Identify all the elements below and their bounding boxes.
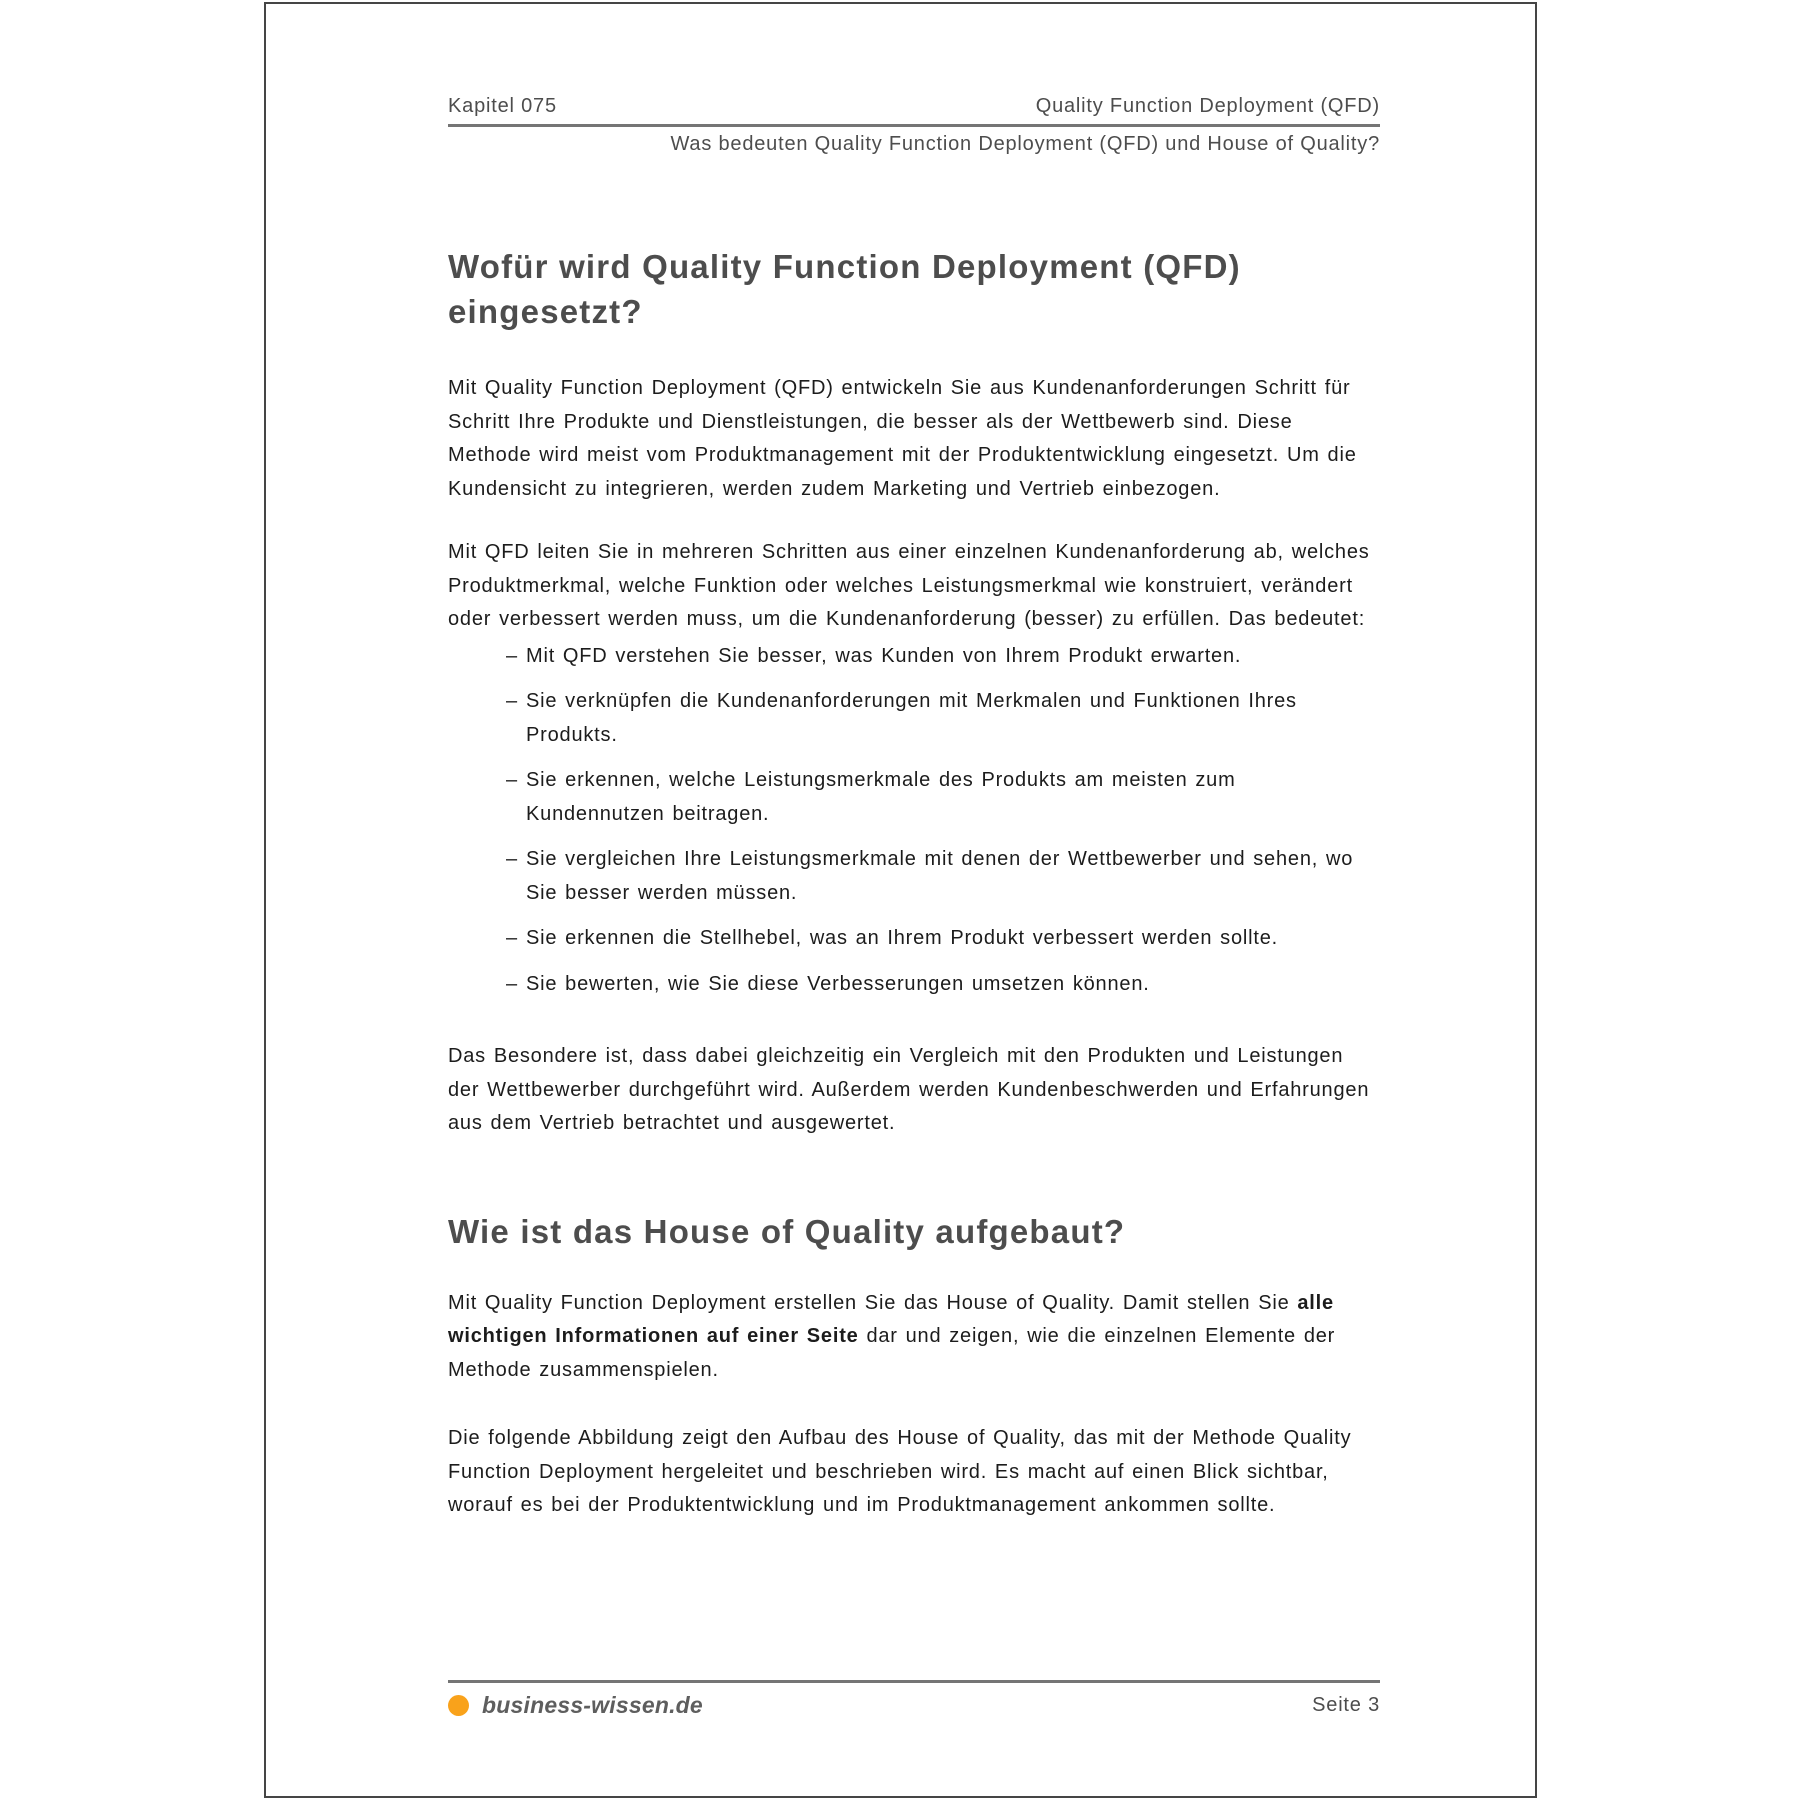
paragraph-4-post: dar und zeigen, wie die einzelnen Elemente der Methode zusammenspielen.	[448, 1325, 1336, 1381]
list-item-text: Sie erkennen die Stellhebel, was an Ihrem Produkt verbessert werden sollte.	[526, 927, 1279, 949]
chapter-label: Kapitel 075	[448, 95, 557, 117]
list-item-text: Mit QFD verstehen Sie besser, was Kunden von Ihrem Produkt erwarten.	[526, 644, 1242, 667]
dash-bullet-icon: –	[506, 972, 518, 995]
paragraph-4	[448, 1287, 1380, 1388]
bullet-list	[448, 640, 1380, 1002]
document-page	[264, 2, 1537, 1798]
list-item-text: Sie vergleichen Ihre Leistungsmerkmale mit denen der Wettbewerber und sehen, wo Sie besser werden müssen.	[526, 848, 1354, 904]
brand-name: business-wissen.de	[482, 1692, 703, 1718]
document-body	[448, 244, 1380, 1523]
paragraph-4-pre: Mit Quality Function Deployment erstellen Sie das House of Quality. Damit stellen Sie	[448, 1291, 1298, 1314]
page-header	[448, 94, 1380, 156]
list-item	[506, 764, 1380, 831]
header-row	[448, 94, 1380, 127]
list-item	[506, 922, 1380, 956]
dash-bullet-icon: –	[506, 769, 518, 791]
paragraph-5: Die folgende Abbildung zeigt den Aufbau des House of Quality, das mit der Methode Quality Function Deployment hergeleitet und beschrieben wird. Es macht auf einen Blick sichtbar, worauf es bei der Produktentwicklung und im Produktmanagement ankommen sollte.	[448, 1427, 1352, 1516]
orange-dot-icon	[448, 1695, 469, 1716]
list-item	[506, 685, 1380, 752]
dash-bullet-icon: –	[506, 848, 518, 870]
list-item-text: Sie erkennen, welche Leistungsmerkmale des Produkts am meisten zum Kundennutzen beitragen.	[526, 769, 1236, 825]
paragraph-2: Mit QFD leiten Sie in mehreren Schritten aus einer einzelnen Kundenanforderung ab, welches Produktmerkmal, welche Funktion oder welches Leistungsmerkmal wie konstruiert, verändert oder verbessert werden muss, um die Kundenanforderung (besser) zu erfüllen. Das bedeutet:	[448, 541, 1370, 630]
paragraph-1: Mit Quality Function Deployment (QFD) entwickeln Sie aus Kundenanforderungen Schritt für Schritt Ihre Produkte und Dienstleistungen, die besser als der Wettbewerb sind. Diese Methode wird meist vom Produktmanagement mit der Produktentwicklung eingesetzt. Um die Kundensicht zu integrieren, werden zudem Marketing und Vertrieb einbezogen.	[448, 377, 1357, 500]
header-title: Quality Function Deployment (QFD)	[1035, 95, 1380, 117]
dash-bullet-icon: –	[506, 927, 518, 949]
page-footer	[448, 1680, 1380, 1719]
paragraph-3: Das Besondere ist, dass dabei gleichzeitig ein Vergleich mit den Produkten und Leistungen der Wettbewerber durchgeführt wird. Außerdem werden Kundenbeschwerden und Erfahrungen aus dem Vertrieb betrachtet und ausgewertet.	[448, 1045, 1370, 1134]
list-item	[506, 843, 1380, 910]
paragraph-4-bold: alle wichtigen Informationen auf einer Seite	[448, 1291, 1334, 1347]
dash-bullet-icon: –	[506, 690, 518, 712]
list-item-text: Sie bewerten, wie Sie diese Verbesserungen umsetzen können.	[526, 972, 1150, 995]
page-number: Seite 3	[1312, 1694, 1380, 1716]
section-heading-1: Wofür wird Quality Function Deployment (QFD) eingesetzt?	[448, 248, 1241, 330]
header-subtitle: Was bedeuten Quality Function Deployment (QFD) und House of Quality?	[670, 133, 1380, 155]
list-item	[506, 640, 1380, 674]
list-item-text: Sie verknüpfen die Kundenanforderungen mit Merkmalen und Funktionen Ihres Produkts.	[526, 690, 1297, 746]
list-item	[506, 968, 1380, 1002]
brand-logo	[448, 1692, 703, 1719]
dash-bullet-icon: –	[506, 644, 518, 667]
section-heading-2: Wie ist das House of Quality aufgebaut?	[448, 1212, 1126, 1250]
